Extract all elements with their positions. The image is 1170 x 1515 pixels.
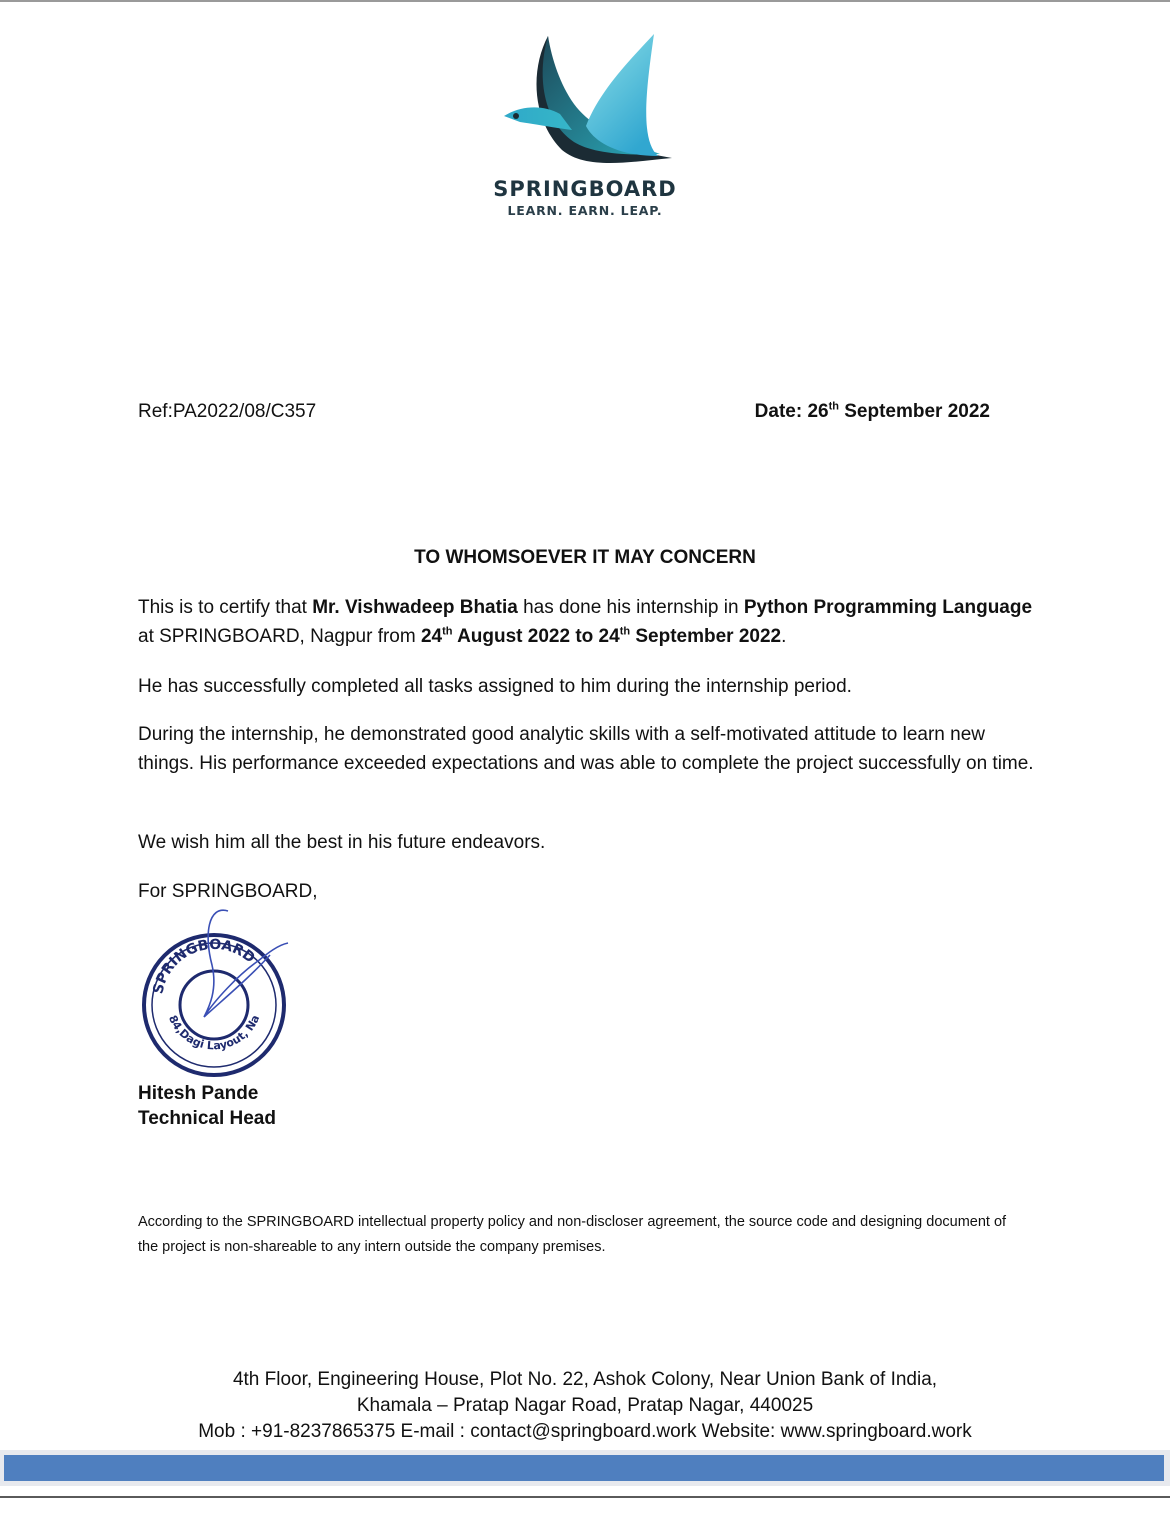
intern-name: Mr. Vishwadeep Bhatia [312, 597, 518, 618]
letter-heading: TO WHOMSOEVER IT MAY CONCERN [414, 547, 756, 568]
footer-address-line1: 4th Floor, Engineering House, Plot No. 22, Ashok Colony, Near Union Bank of India, [232, 1369, 938, 1390]
company-logo [480, 30, 690, 235]
footer-color-bar [4, 1455, 1164, 1481]
performance-paragraph: During the internship, he demonstrated good analytic skills with a self-motivated attitude to learn new things. His performance exceeded expectations and was able to complete the project successfully on time. [138, 724, 1034, 774]
bird-logo-icon [490, 30, 680, 175]
wishes-paragraph: We wish him all the best in his future endeavors. [138, 832, 546, 853]
signatory-title: Technical Head [138, 1108, 276, 1129]
bottom-rule [0, 1496, 1170, 1498]
reference-number: Ref:PA2022/08/C357 [138, 401, 317, 422]
brand-tagline: LEARN. EARN. LEAP. [507, 203, 663, 218]
footer-contact-line: Mob : +91-8237865375 E-mail : contact@springboard.work Website: www.springboard.work [198, 1421, 972, 1442]
stamp-seal-icon [138, 905, 298, 1080]
internship-period: 24th August 2022 to 24th September 2022 [420, 625, 782, 647]
course-name: Python Programming Language [743, 597, 1033, 618]
certification-paragraph: This is to certify that Mr. Vishwadeep Bhatia has done his internship in Python Programming Language at SPRINGBOARD, Nagpur from 24th August 2022 to 24th September 2022. [138, 597, 1033, 647]
svg-text:SPRINGBOARD: SPRINGBOARD [150, 936, 258, 996]
signatory-name: Hitesh Pande [138, 1083, 259, 1104]
brand-name: SPRINGBOARD [493, 177, 677, 201]
confidentiality-note: According to the SPRINGBOARD intellectual property policy and non-discloser agreement, the source code and designing document of the project is non-shareable to any intern outside the company premises. [138, 1214, 1007, 1255]
completion-paragraph: He has successfully completed all tasks assigned to him during the internship period. [138, 676, 852, 697]
company-stamp [138, 905, 298, 1080]
svg-text:84,Dagi Layout, Nagpur-10: 84,Dagi Layout, Na [165, 1013, 263, 1053]
closing-line: For SPRINGBOARD, [138, 881, 318, 902]
top-rule [0, 0, 1170, 2]
letter-date: Date: 26th September 2022 [754, 400, 990, 422]
footer-address-line2: Khamala – Pratap Nagar Road, Pratap Nagar, 440025 [356, 1395, 814, 1416]
